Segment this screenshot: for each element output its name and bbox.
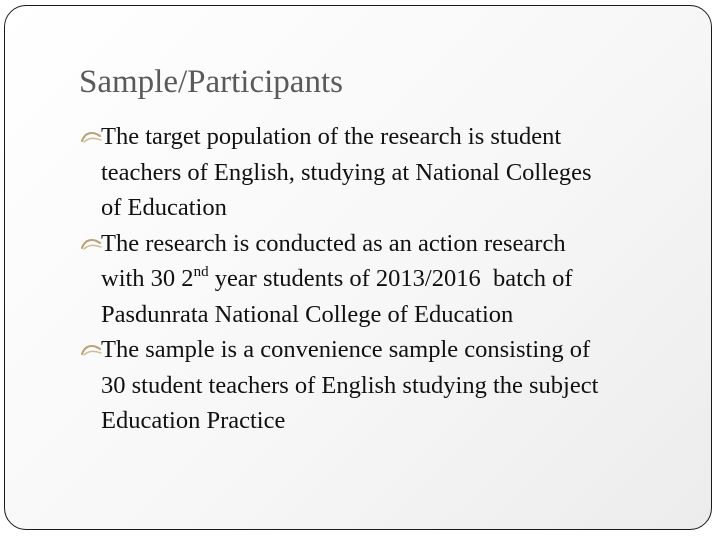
bullet-text: year students of 2013/2016 batch of <box>208 265 573 292</box>
bullet-item-target-population <box>80 119 700 226</box>
bullet-line: Pasdunrata National College of Education <box>101 300 514 328</box>
swirl-bullet-icon <box>80 342 104 358</box>
bullet-line: teachers of English, studying at National Colleges <box>101 158 592 186</box>
bullet-line: 30 student teachers of English studying the subject <box>101 371 599 399</box>
bullet-text: with 30 2 <box>101 265 194 292</box>
swirl-bullet-icon <box>80 129 104 145</box>
bullet-list <box>80 119 700 439</box>
bullet-line: Education Practice <box>101 407 286 434</box>
bullet-line: of Education <box>101 194 227 221</box>
ordinal-superscript: nd <box>193 263 209 280</box>
bullet-line: The sample is a convenience sample consisting of <box>101 336 591 363</box>
bullet-item-action-research <box>80 226 700 333</box>
bullet-line <box>101 261 700 297</box>
bullet-line: The research is conducted as an action research <box>101 229 566 257</box>
slide-title: Sample/Participants <box>79 64 343 100</box>
bullet-line: The target population of the research is student <box>101 123 562 150</box>
bullet-item-convenience-sample <box>80 332 700 439</box>
swirl-bullet-icon <box>80 236 104 252</box>
